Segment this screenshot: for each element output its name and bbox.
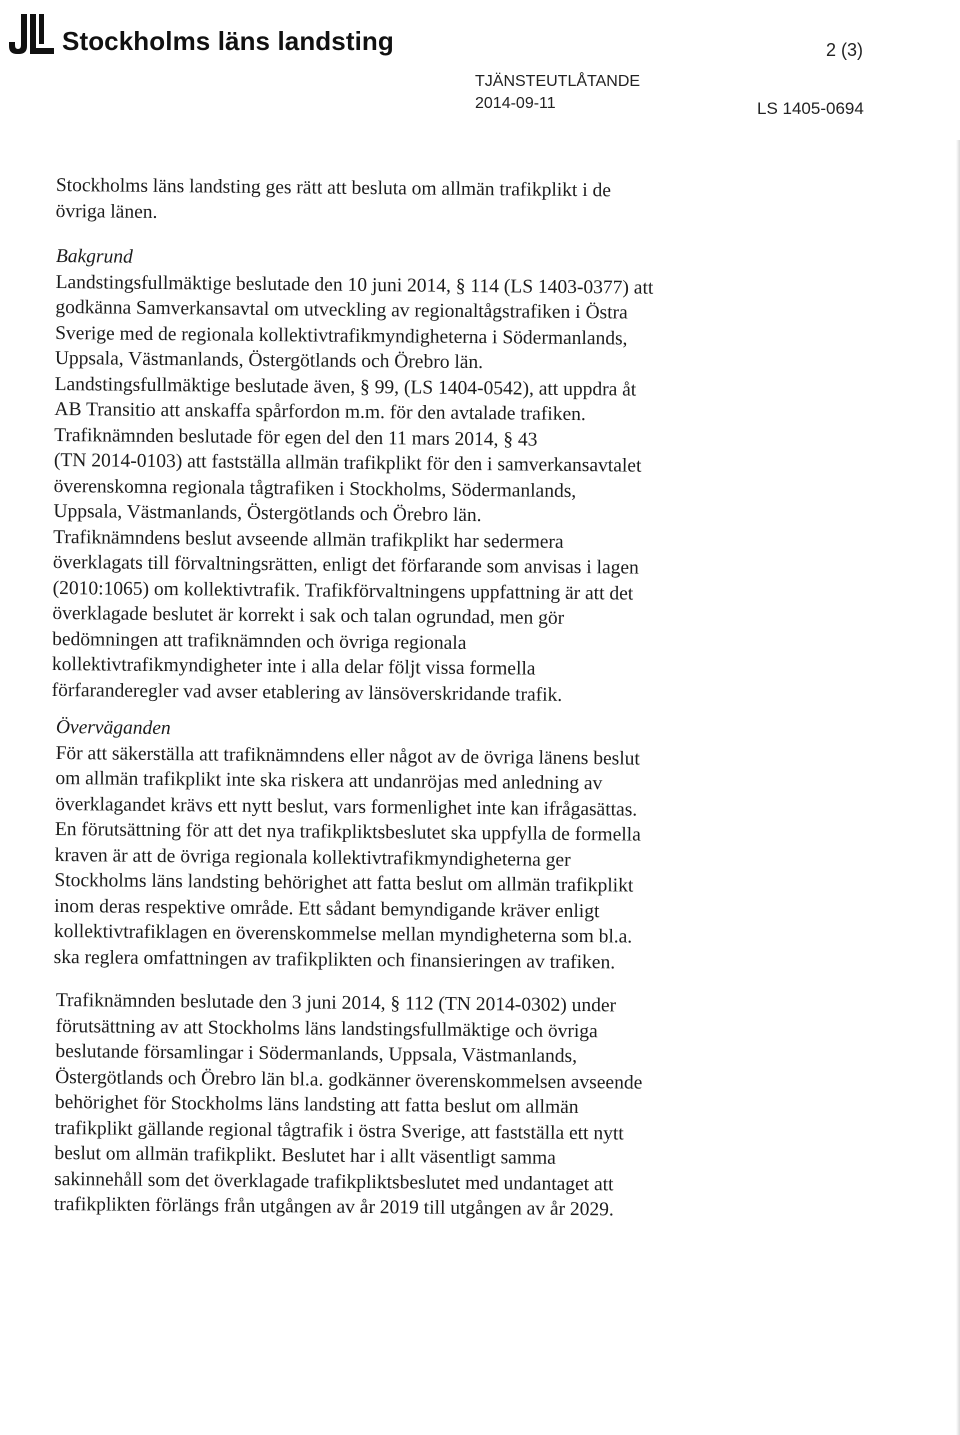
text-line: överklagats till förvaltningsrätten, enligt det förfarande som anvisas i lagen xyxy=(52,551,639,579)
organization-name: Stockholms läns landsting xyxy=(62,26,394,56)
text-line: överklagade beslutet är korrekt i sak och talan ogrundad, men gör xyxy=(52,602,565,629)
text-line: överenskomna regionala tågtrafiken i Stockholms, Södermanlands, xyxy=(53,475,577,502)
text-line: förutsättning av att Stockholms läns landstingsfullmäktige och övriga xyxy=(55,1015,598,1042)
text-line: Uppsala, Västmanlands, Östergötlands och Örebro län. xyxy=(53,500,482,527)
text-line: kollektivtrafiklagen en överenskommelse mellan myndigheterna som bl.a. xyxy=(53,920,633,948)
intro-paragraph xyxy=(56,173,708,230)
scan-edge-shadow xyxy=(956,140,960,1435)
decision-paragraph xyxy=(54,988,708,1224)
text-line: inom deras respektive område. Ett sådant bemyndigande kräver enligt xyxy=(54,895,600,922)
text-line: En förutsättning för att det nya trafikpliktsbeslutet ska uppfylla de formella xyxy=(54,818,641,846)
text-line: behörighet för Stockholms läns landsting att fatta beslut om allmän xyxy=(54,1091,579,1119)
section-overvaganden xyxy=(54,715,708,976)
text-line: Trafiknämnden beslutade för egen del den 11 mars 2014, § 43 xyxy=(54,424,538,451)
document-type: TJÄNSTEUTLÅTANDE xyxy=(475,73,641,90)
section-heading: Bakgrund xyxy=(55,245,133,268)
section-heading: Överväganden xyxy=(55,716,171,740)
page-number: 2 (3) xyxy=(826,40,864,60)
text-line: Östergötlands och Örebro län bl.a. godkänner överenskommelsen avseende xyxy=(55,1066,643,1094)
text-line: Uppsala, Västmanlands, Östergötlands och Örebro län. xyxy=(54,347,484,374)
text-line: AB Transitio att anskaffa spårfordon m.m. för den avtalade trafiken. xyxy=(54,398,586,426)
text-line: övriga länen. xyxy=(55,200,158,223)
text-line: Stockholms läns landsting ges rätt att besluta om allmän trafikplikt i de xyxy=(55,174,612,202)
text-line: sakinnehåll som det överklagade trafikpliktsbeslutet med undantaget att xyxy=(54,1168,614,1195)
document-date: 2014-09-11 xyxy=(475,95,556,112)
text-line: trafikplikt gällande regional tågtrafik i östra Sverige, att fastställa ett nytt xyxy=(54,1117,624,1144)
text-line: ska reglera omfattningen av trafikplikten och finansieringen av trafiken. xyxy=(53,946,616,973)
text-line: överklagandet krävs ett nytt beslut, vars formenlighet inte kan ifrågasättas. xyxy=(55,793,638,821)
text-line: kraven är att de övriga regionala kollektivtrafikmyndigheterna ger xyxy=(54,844,571,871)
text-line: Trafiknämnden beslutade den 3 juni 2014, § 112 (TN 2014-0302) under xyxy=(55,989,617,1017)
document-reference: LS 1405-0694 xyxy=(757,99,864,118)
sll-logo-icon xyxy=(6,12,56,56)
section-bakgrund xyxy=(52,244,708,709)
text-line: beslut om allmän trafikplikt. Beslutet har i allt väsentligt samma xyxy=(54,1142,556,1169)
text-line: förfaranderegler vad avser etablering av länsöverskridande trafik. xyxy=(51,679,563,706)
text-line: Sverige med de regionala kollektivtrafikmyndigheterna i Södermanlands, xyxy=(55,322,628,349)
text-line: Landstingsfullmäktige beslutade den 10 juni 2014, § 114 (LS 1403-0377) att xyxy=(55,271,654,299)
text-line: Trafiknämndens beslut avseende allmän trafikplikt har sedermera xyxy=(53,526,564,553)
text-line: (2010:1065) om kollektivtrafik. Trafikförvaltningens uppfattning är att det xyxy=(52,577,634,605)
text-line: Stockholms läns landsting behörighet att fatta beslut om allmän trafikplikt xyxy=(54,869,634,897)
text-line: kollektivtrafikmyndigheter inte i alla delar följt vissa formella xyxy=(51,653,536,680)
text-line: Landstingsfullmäktige beslutade även, § 99, (LS 1404-0542), att uppdra åt xyxy=(54,373,637,401)
text-line: godkänna Samverkansavtal om utveckling av regionaltågstrafiken i Östra xyxy=(55,296,628,324)
text-line: om allmän trafikplikt inte ska riskera att undanröjas med anledning av xyxy=(55,767,603,795)
text-line: För att säkerställa att trafiknämndens eller något av de övriga länens beslut xyxy=(55,742,640,770)
text-line: (TN 2014-0103) att fastställa allmän trafikplikt för den i samverkansavtalet xyxy=(53,449,642,477)
text-line: trafikplikten förlängs från utgången av år 2019 till utgången av år 2029. xyxy=(53,1193,614,1221)
text-line: beslutande församlingar i Södermanlands, Uppsala, Västmanlands, xyxy=(55,1040,578,1068)
text-line: bedömningen att trafiknämnden och övriga regionala xyxy=(52,628,467,654)
